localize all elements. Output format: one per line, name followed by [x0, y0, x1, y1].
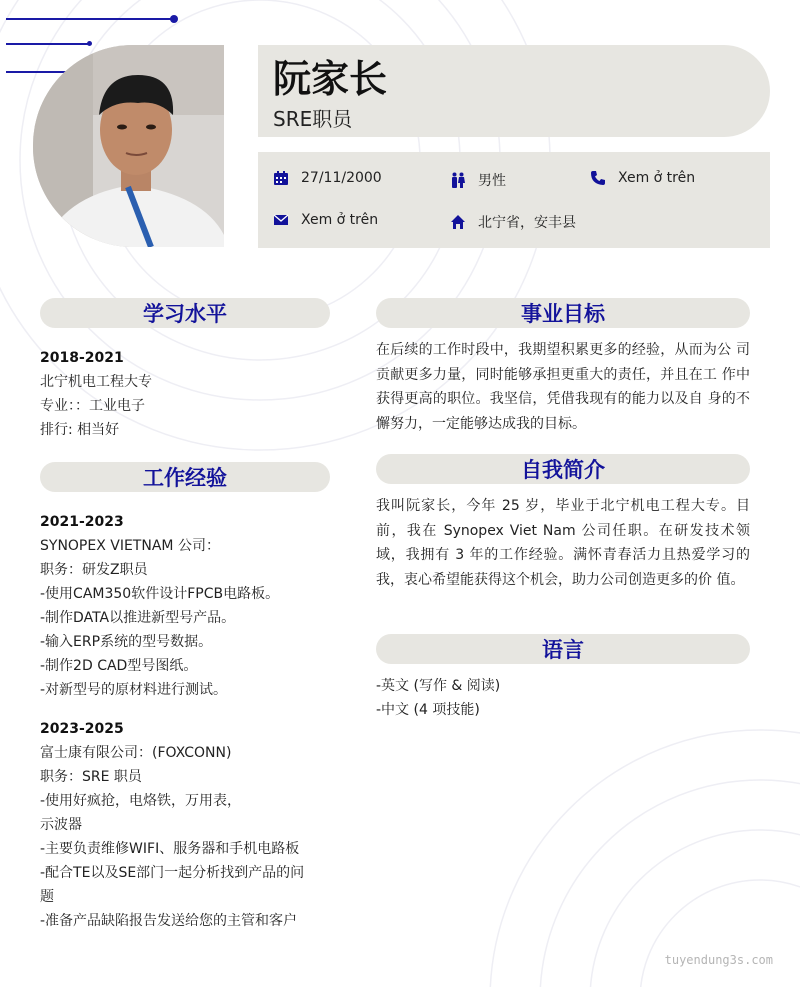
birthday-item	[273, 170, 382, 186]
home-icon	[450, 214, 466, 230]
job-line: -对新型号的原材料进行测试。	[40, 682, 228, 698]
job-block	[40, 510, 340, 702]
calendar-icon	[273, 170, 289, 186]
decorative-line	[6, 18, 174, 20]
education-block	[40, 346, 330, 442]
candidate-name: 阮家长	[273, 57, 388, 101]
languages-list	[376, 674, 750, 722]
education-major: 专业：：工业电子	[40, 398, 145, 414]
job-line: SYNOPEX VIETNAM 公司：	[40, 538, 220, 554]
job-line: -准备产品缺陷报告发送给您的主管和客户	[40, 913, 298, 929]
job-line: -配合TE以及SE部门一起分析找到产品的问	[40, 865, 305, 881]
language-item: -中文 (4 项技能)	[376, 702, 480, 718]
watermark-text: tuyendung3s.com	[664, 953, 773, 967]
profile-photo	[33, 45, 224, 247]
objective-heading: 事业目标	[376, 298, 750, 328]
envelope-icon	[273, 212, 289, 228]
job-period: 2021-2023	[40, 514, 124, 530]
job-line: 富士康有限公司：(FOXCONN)	[40, 745, 232, 761]
job-line: 职务：SRE 职员	[40, 769, 142, 785]
phone-item	[590, 170, 695, 186]
job-line: -输入ERP系统的型号数据。	[40, 634, 213, 650]
birthday-value: 27/11/2000	[301, 170, 382, 186]
gender-item	[450, 170, 506, 190]
address-value: 北宁省，安丰县	[478, 215, 576, 231]
experience-heading: 工作经验	[40, 462, 330, 492]
phone-value: Xem ở trên	[618, 170, 696, 186]
job-line: -制作2D CAD型号图纸。	[40, 658, 198, 674]
contact-info-panel	[258, 152, 770, 248]
decorative-dot	[170, 15, 178, 23]
job-line: 题	[40, 889, 54, 905]
email-value: Xem ở trên	[301, 212, 379, 228]
address-item	[450, 212, 576, 232]
job-line: -使用好疯抢，电烙铁，万用表，	[40, 793, 242, 809]
job-line: 职务：研发Z职员	[40, 562, 148, 578]
job-title: SRE职员	[273, 107, 353, 131]
gender-icon	[450, 172, 466, 188]
about-text: 我叫阮家长，今年 25 岁，毕业于北宁机电工程大专。目前，我在 Synopex Viet Nam 公司任职。在研发技术领域，我拥有 3 年的工作经验。满怀青春活力且热爱学习的我，衷心希望能获得这个机会，助力公司创造更多的价 值。	[376, 498, 750, 588]
job-line: -使用CAM350软件设计FPCB电路板。	[40, 586, 280, 602]
gender-value: 男性	[478, 173, 506, 189]
decorative-line	[6, 43, 90, 45]
education-school: 北宁机电工程大专	[40, 374, 152, 390]
decorative-dot	[87, 41, 92, 46]
decorative-line	[6, 71, 66, 73]
education-period: 2018-2021	[40, 350, 124, 366]
phone-icon	[590, 170, 606, 186]
job-line: 示波器	[40, 817, 82, 833]
email-item	[273, 212, 378, 228]
language-item: -英文 (写作 & 阅读)	[376, 678, 501, 694]
education-heading: 学习水平	[40, 298, 330, 328]
job-line: -主要负责维修WIFI、服务器和手机电路板	[40, 841, 300, 857]
education-rank: 排行: 相当好	[40, 422, 120, 438]
job-block	[40, 717, 340, 933]
languages-heading: 语言	[376, 634, 750, 664]
job-line: -制作DATA以推进新型号产品。	[40, 610, 236, 626]
job-period: 2023-2025	[40, 721, 124, 737]
objective-text: 在后续的工作时段中，我期望积累更多的经验，从而为公 司 贡献更多力量，同时能够承担更重大的责任，并且在工 作中获得更高的职位。我坚信，凭借我现有的能力以及自 身的不懈努力，一定能够达成我的目标。	[376, 342, 750, 432]
about-heading: 自我简介	[376, 454, 750, 484]
